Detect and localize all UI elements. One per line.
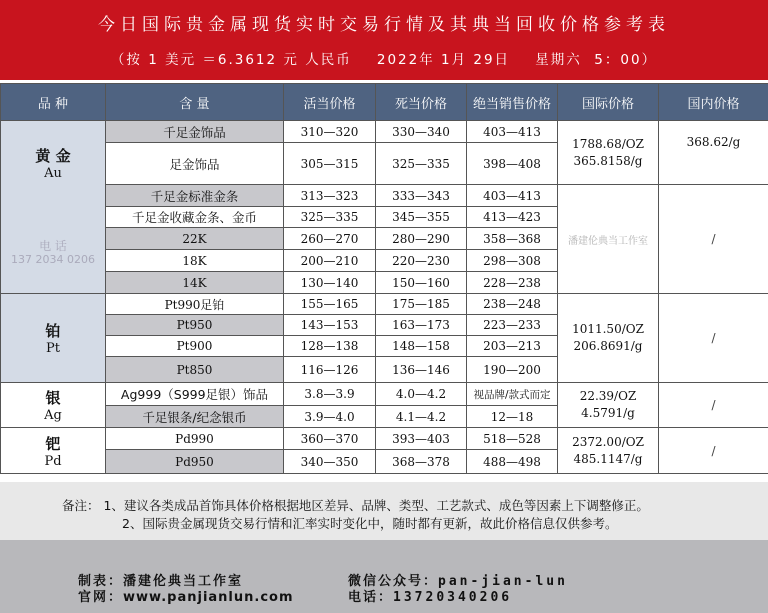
row-sale-price: 403—413	[467, 185, 558, 207]
row-sale-price: 238—248	[467, 294, 558, 315]
metal-symbol-silver: Ag	[44, 408, 62, 423]
watermark-phone-label: 电 话	[39, 239, 67, 253]
exchange-rate-subtitle: （按 1 美元 ＝6.3612 元 人民币 2022年 1月 29日 星期六 5：00）	[110, 52, 658, 68]
row-dead-price: 175—185	[376, 294, 467, 315]
row-sale-price: 视品牌/款式而定	[467, 383, 558, 406]
metal-name-palladium: 钯	[45, 434, 61, 453]
column-header-dead-pawn-price: 死当价格	[376, 84, 467, 121]
watermark-phone-number: 137 2034 0206	[11, 253, 95, 266]
intl-price-gold-bars-watermark: 潘建伦典当工作室	[558, 185, 659, 294]
footer	[0, 540, 768, 613]
row-live-price: 340—350	[284, 450, 376, 474]
domestic-price-gold: 368.62/g	[659, 121, 768, 185]
intl-price-silver-oz: 22.39/OZ	[579, 389, 637, 403]
metal-cell-platinum	[1, 294, 106, 383]
row-dead-price: 4.1—4.2	[376, 406, 467, 428]
column-header-variety: 品 种	[1, 84, 106, 121]
row-live-price: 3.9—4.0	[284, 406, 376, 428]
table-row	[1, 383, 768, 406]
row-sale-price: 190—200	[467, 357, 558, 383]
intl-price-gold-g: 365.8158/g	[573, 153, 643, 168]
row-sale-price: 12—18	[467, 406, 558, 428]
row-dead-price: 280—290	[376, 228, 467, 250]
metal-symbol-platinum: Pt	[46, 341, 60, 356]
row-name: 千足金收藏金条、金币	[106, 207, 284, 228]
row-live-price: 310—320	[284, 121, 376, 143]
row-sale-price: 518—528	[467, 428, 558, 450]
row-sale-price: 398—408	[467, 143, 558, 185]
footer-maker-value: 潘建伦典当工作室	[123, 574, 244, 589]
table-row	[1, 428, 768, 450]
domestic-price-silver: /	[659, 383, 768, 428]
row-name: 千足银条/纪念银币	[106, 406, 284, 428]
row-live-price: 325—335	[284, 207, 376, 228]
row-name: 足金饰品	[106, 143, 284, 185]
row-dead-price: 163—173	[376, 315, 467, 336]
row-name: 22K	[106, 228, 284, 250]
footer-phone	[348, 586, 512, 605]
row-live-price: 143—153	[284, 315, 376, 336]
column-header-international-price: 国际价格	[558, 84, 659, 121]
intl-price-palladium	[558, 428, 659, 474]
table-row	[1, 294, 768, 315]
domestic-price-platinum: /	[659, 294, 768, 383]
footer-website-label: 官网：	[78, 590, 124, 605]
price-table	[0, 83, 768, 474]
intl-price-silver-g: 4.5791/g	[581, 406, 635, 420]
footer-wechat-id: pan-jian-lun	[438, 574, 568, 589]
row-live-price: 260—270	[284, 228, 376, 250]
footer-website-link[interactable]: www.panjianlun.com	[123, 590, 294, 605]
intl-price-platinum	[558, 294, 659, 383]
intl-price-platinum-oz: 1011.50/OZ	[572, 322, 644, 336]
row-sale-price: 358—368	[467, 228, 558, 250]
row-name: 千足金标准金条	[106, 185, 284, 207]
metal-cell-silver	[1, 383, 106, 428]
row-name: Pt950	[106, 315, 284, 336]
metal-symbol-palladium: Pd	[44, 453, 62, 469]
footer-phone-label: 电话：	[348, 590, 394, 605]
row-dead-price: 325—335	[376, 143, 467, 185]
row-dead-price: 4.0—4.2	[376, 383, 467, 406]
row-name: 14K	[106, 272, 284, 294]
column-header-content: 含 量	[106, 84, 284, 121]
footer-wechat-label: 微信公众号：	[348, 574, 439, 589]
row-live-price: 116—126	[284, 357, 376, 383]
row-sale-price: 228—238	[467, 272, 558, 294]
intl-price-palladium-oz: 2372.00/OZ	[572, 434, 644, 449]
row-name: Pt850	[106, 357, 284, 383]
metal-name-silver: 银	[45, 389, 61, 407]
row-live-price: 155—165	[284, 294, 376, 315]
row-dead-price: 393—403	[376, 428, 467, 450]
intl-price-gold	[558, 121, 659, 185]
row-name: Pt990足铂	[106, 294, 284, 315]
column-header-domestic-price: 国内价格	[659, 84, 768, 121]
row-live-price: 128—138	[284, 336, 376, 357]
row-dead-price: 220—230	[376, 250, 467, 272]
row-live-price: 360—370	[284, 428, 376, 450]
metal-cell-gold	[1, 121, 106, 294]
row-sale-price: 488—498	[467, 450, 558, 474]
intl-price-platinum-g: 206.8691/g	[573, 339, 643, 353]
page-title: 今日国际贵金属现货实时交易行情及其典当回收价格参考表	[98, 15, 670, 35]
row-live-price: 313—323	[284, 185, 376, 207]
column-header-live-pawn-price: 活当价格	[284, 84, 376, 121]
footer-phone-number: 13720340206	[393, 590, 513, 605]
intl-price-silver	[558, 383, 659, 428]
footer-website	[78, 586, 294, 605]
row-dead-price: 333—343	[376, 185, 467, 207]
row-live-price: 130—140	[284, 272, 376, 294]
column-header-forfeit-sale-price: 绝当销售价格	[467, 84, 558, 121]
row-dead-price: 148—158	[376, 336, 467, 357]
title-banner	[0, 0, 768, 80]
metal-symbol-gold: Au	[44, 166, 62, 181]
row-sale-price: 413—423	[467, 207, 558, 228]
table-row	[1, 185, 768, 207]
note-line-2: 2、国际贵金属现货交易行情和汇率实时变化中，随时都有更新，故此价格信息仅供参考。	[122, 516, 618, 531]
row-sale-price: 403—413	[467, 121, 558, 143]
domestic-price-palladium: /	[659, 428, 768, 474]
row-live-price: 3.8—3.9	[284, 383, 376, 406]
footer-maker-label: 制表：	[78, 574, 124, 589]
row-live-price: 305—315	[284, 143, 376, 185]
notes-section	[0, 482, 768, 540]
intl-price-gold-oz: 1788.68/OZ	[572, 136, 644, 151]
row-name: 千足金饰品	[106, 121, 284, 143]
metal-name-gold: 黄 金	[35, 147, 71, 165]
note-line-1: 备注： 1、建议各类成品首饰具体价格根据地区差异、品牌、类型、工艺款式、成色等因素上下调整修正。	[62, 498, 649, 513]
metal-name-platinum: 铂	[45, 322, 61, 340]
row-name: Pd950	[106, 450, 284, 474]
row-name: Pd990	[106, 428, 284, 450]
metal-cell-palladium	[1, 428, 106, 474]
row-dead-price: 150—160	[376, 272, 467, 294]
table-row	[1, 121, 768, 143]
row-dead-price: 330—340	[376, 121, 467, 143]
row-sale-price: 223—233	[467, 315, 558, 336]
domestic-price-gold-bars: /	[659, 185, 768, 294]
row-live-price: 200—210	[284, 250, 376, 272]
row-name: Pt900	[106, 336, 284, 357]
table-header-row	[1, 84, 768, 121]
row-sale-price: 203—213	[467, 336, 558, 357]
row-dead-price: 345—355	[376, 207, 467, 228]
row-name: 18K	[106, 250, 284, 272]
row-dead-price: 368—378	[376, 450, 467, 474]
row-name: Ag999（S999足银）饰品	[106, 383, 284, 406]
row-sale-price: 298—308	[467, 250, 558, 272]
intl-price-palladium-g: 485.1147/g	[573, 451, 643, 466]
row-dead-price: 136—146	[376, 357, 467, 383]
